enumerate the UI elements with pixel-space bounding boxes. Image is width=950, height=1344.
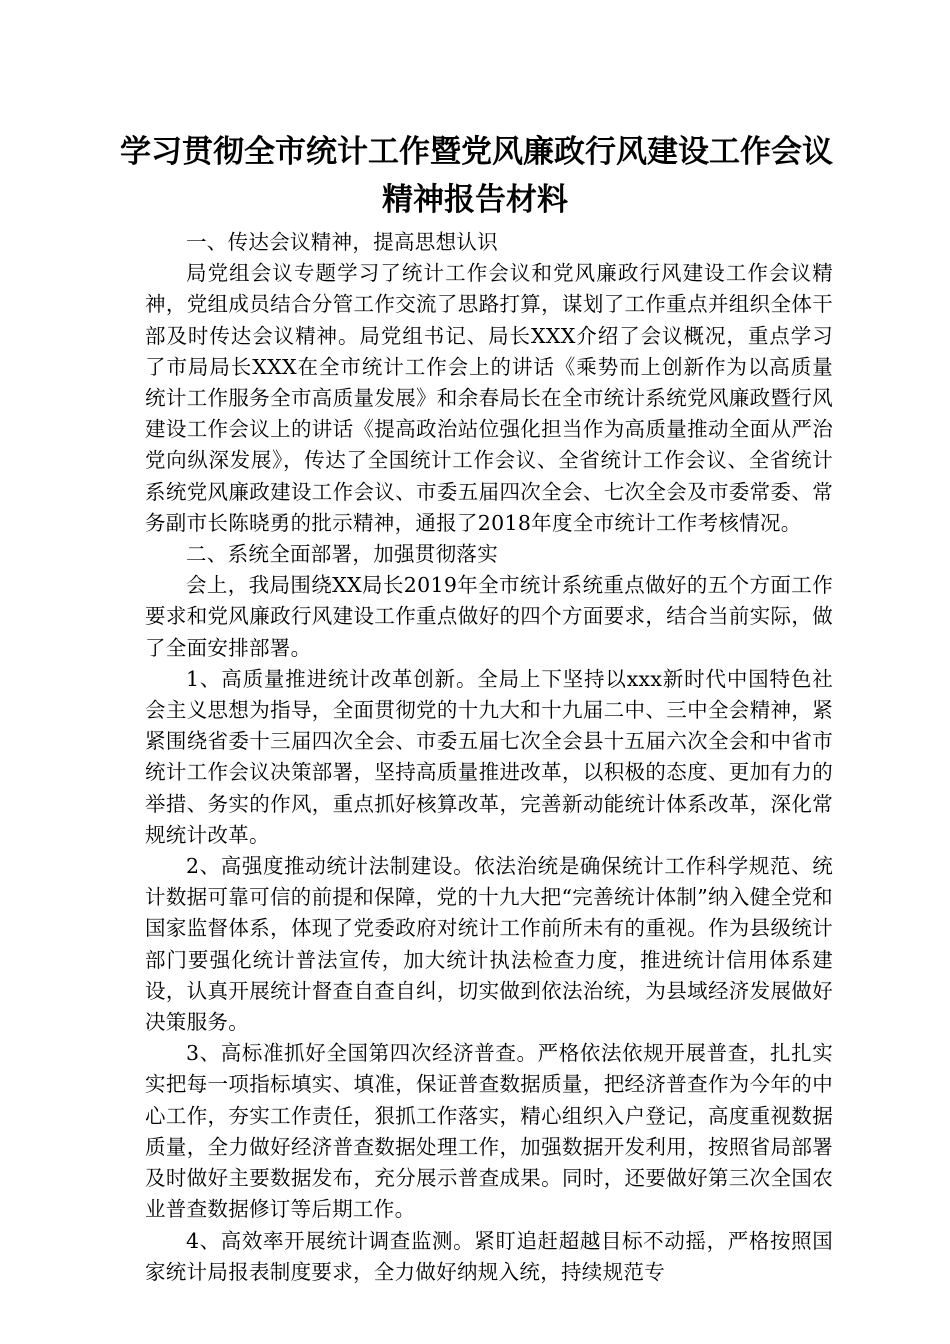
body-paragraph: 2、高强度推动统计法制建设。依法治统是确保统计工作科学规范、统计数据可靠可信的前提和保障，党的十九大把“完善统计体制”纳入健全党和国家监督体系，体现了党委政府对统计工作前所未有的重视。作为县级统计部门要强化统计普法宣传，加大统计执法检查力度，推进统计信用体系建设，认真开展统计督查自查自纠，切实做到依法治统，为县域经济发展做好决策服务。 <box>145 854 833 1035</box>
body-paragraph: 1、高质量推进统计改革创新。全局上下坚持以xxx新时代中国特色社会主义思想为指导，全面贯彻党的十九大和十九届二中、三中全会精神，紧紧围绕省委十三届四次全会、市委五届七次全会县十五届六次全会和中省市统计工作会议决策部署，坚持高质量推进改革，以积极的态度、更加有力的举措、务实的作风，重点抓好核算改革，完善新动能统计体系改革，深化常规统计改革。 <box>145 666 833 847</box>
body-paragraph: 会上，我局围绕XX局长2019年全市统计系统重点做好的五个方面工作要求和党风廉政行风建设工作重点做好的四个方面要求，结合当前实际，做了全面安排部署。 <box>145 573 833 660</box>
section-heading-2: 二、系统全面部署，加强贯彻落实 <box>186 542 498 567</box>
body-paragraph: 4、高效率开展统计调查监测。紧盯追赶超越目标不动摇，严格按照国家统计局报表制度要求，全力做好纳规入统，持续规范专 <box>145 1228 833 1284</box>
section-heading-1: 一、传达会议精神，提高思想认识 <box>186 230 498 254</box>
document-title-line-1: 学习贯彻全市统计工作暨党风廉政行风建设工作会议 <box>120 134 833 170</box>
document-title-line-2: 精神报告材料 <box>382 182 568 218</box>
document-body <box>145 227 833 1288</box>
body-paragraph: 局党组会议专题学习了统计工作会议和党风廉政行风建设工作会议精神，党组成员结合分管工作交流了思路打算，谋划了工作重点并组织全体干部及时传达会议精神。局党组书记、局长XXX介绍了会议概况，重点学习了市局局长XXX在全市统计工作会上的讲话《乘势而上创新作为以高质量统计工作服务全市高质量发展》和余春局长在全市统计系统党风廉政暨行风建设工作会议上的讲话《提高政治站位强化担当作为高质量推动全面从严治党向纵深发展》，传达了全国统计工作会议、全省统计工作会议、全省统计系统党风廉政建设工作会议、市委五届四次全会、七次全会及市委常委、常务副市长陈晓勇的批示精神，通报了2018年度全市统计工作考核情况。 <box>145 261 833 535</box>
body-paragraph: 3、高标准抓好全国第四次经济普查。严格依法依规开展普查，扎扎实实把每一项指标填实、填准，保证普查数据质量，把经济普查作为今年的中心工作，夯实工作责任，狠抓工作落实，精心组织入户登记，高度重视数据质量，全力做好经济普查数据处理工作，加强数据开发利用，按照省局部署及时做好主要数据发布，充分展示普查成果。同时，还要做好第三次全国农业普查数据修订等后期工作。 <box>145 1041 833 1222</box>
